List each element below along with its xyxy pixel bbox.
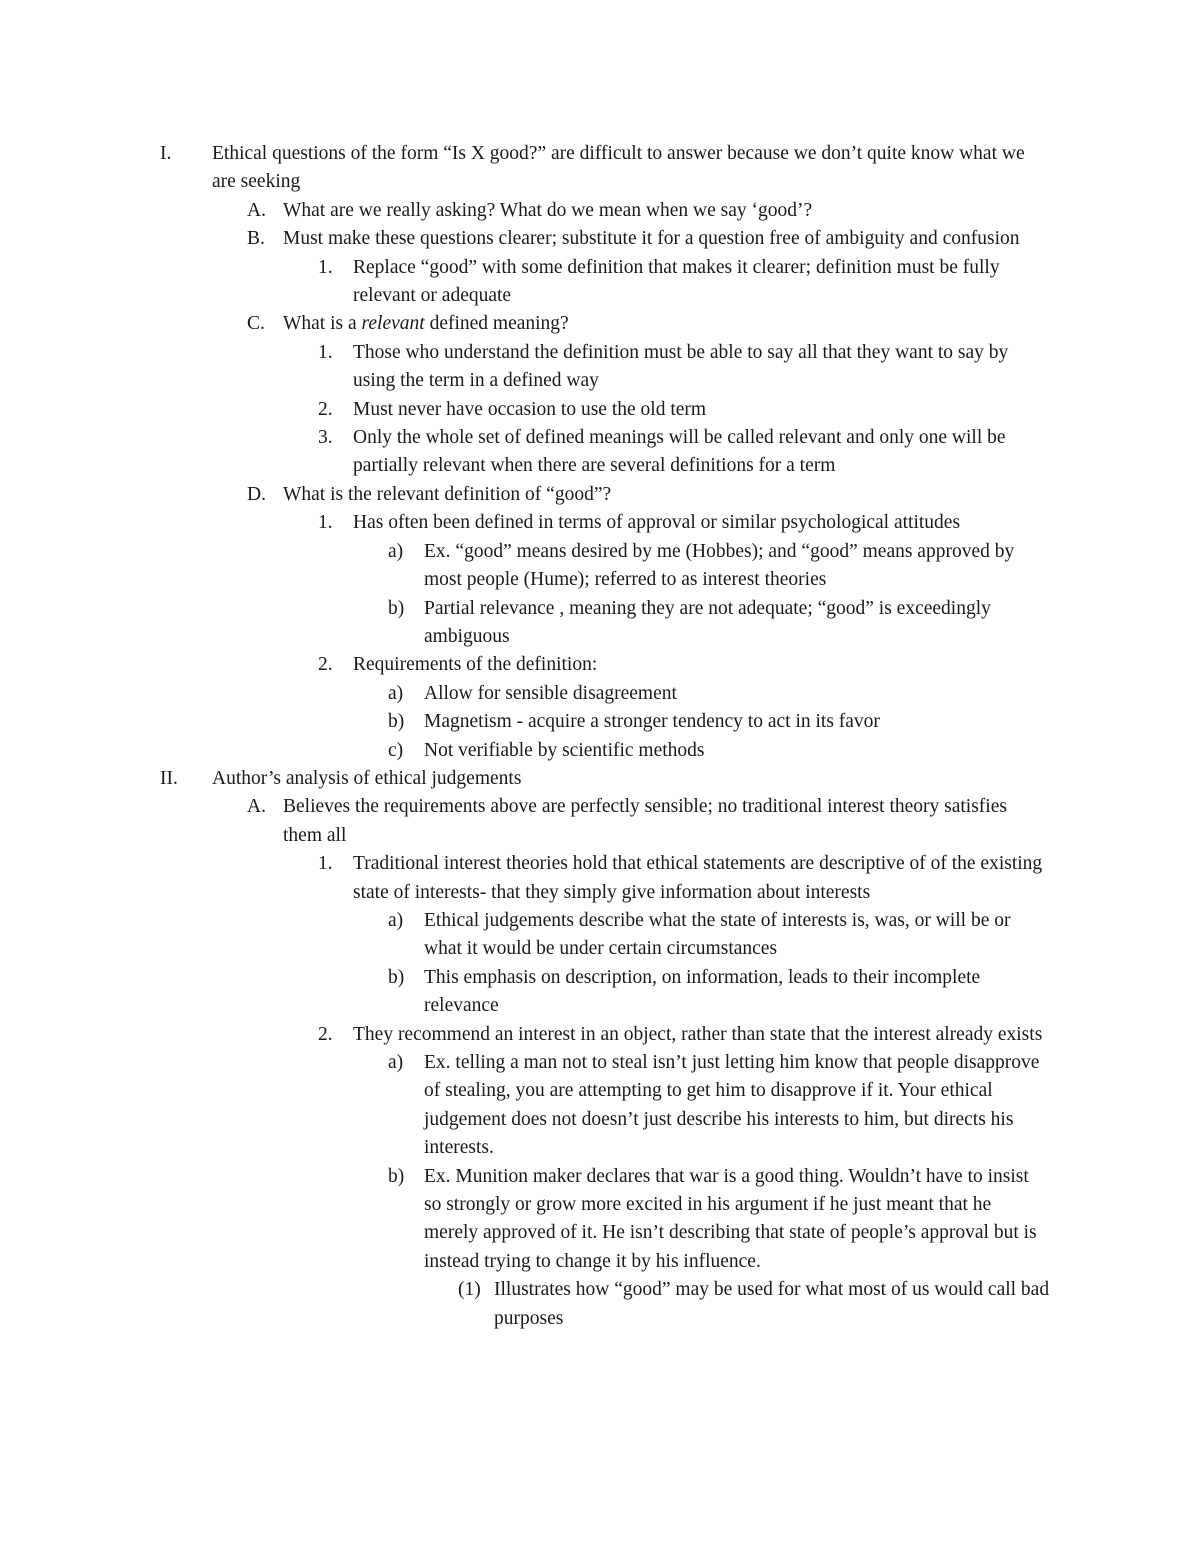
document-page bbox=[0, 140, 1200, 1333]
outline-item bbox=[0, 140, 1050, 197]
outline-marker: c) bbox=[388, 739, 404, 761]
outline-text: Has often been defined in terms of approval or similar psychological attitudes bbox=[353, 512, 961, 534]
outline-text: Requirements of the definition: bbox=[353, 654, 598, 676]
outline-text: Ethical judgements describe what the state of interests is, was, or will be or what it would be under certain circumstances bbox=[424, 909, 1011, 960]
outline-marker: A. bbox=[247, 796, 266, 818]
outline-text: They recommend an interest in an object, rather than state that the interest already exists bbox=[353, 1023, 1043, 1045]
outline-item bbox=[0, 1021, 1050, 1049]
outline-marker: 1. bbox=[318, 512, 333, 534]
outline-text: What are we really asking? What do we mean when we say ‘good’? bbox=[283, 199, 813, 221]
outline-text: Partial relevance , meaning they are not adequate; “good” is exceedingly ambiguous bbox=[424, 597, 991, 647]
outline-marker: 1. bbox=[318, 853, 333, 875]
outline-text: Replace “good” with some definition that makes it clearer; definition must be fully relevant or adequate bbox=[353, 256, 1000, 307]
outline-text: Allow for sensible disagreement bbox=[424, 682, 677, 704]
outline-text-after: defined meaning? bbox=[424, 313, 569, 335]
outline-marker: D. bbox=[247, 483, 266, 505]
outline-item bbox=[0, 254, 1050, 311]
outline-item bbox=[0, 1276, 1050, 1333]
outline-text: Must never have occasion to use the old term bbox=[353, 398, 707, 420]
outline-text: Ex. “good” means desired by me (Hobbes); and “good” means approved by most people (Hume); referred to as interest theories bbox=[424, 540, 1015, 591]
outline-marker: 1. bbox=[318, 341, 333, 363]
outline-text-before: What is a bbox=[283, 313, 362, 335]
outline-text: Illustrates how “good” may be used for what most of us would call bad purposes bbox=[494, 1279, 1050, 1329]
outline-text: This emphasis on description, on information, leads to their incomplete relevance bbox=[424, 966, 981, 1017]
outline-marker: I. bbox=[160, 143, 172, 164]
outline-text bbox=[283, 313, 569, 334]
outline-marker: II. bbox=[160, 767, 178, 789]
outline-item bbox=[0, 424, 1050, 481]
outline-text: Traditional interest theories hold that ethical statements are descriptive of of the existing state of interests- that they simply give information about interests bbox=[353, 853, 1043, 903]
outline-text: Ex. Munition maker declares that war is a good thing. Wouldn’t have to insist so strongly or grow more excited in his argument if he just meant that he merely approved of it. He isn’t describing that state of people’s approval but is instead trying to change it by his influence. bbox=[424, 1165, 1037, 1272]
outline-item bbox=[0, 850, 1050, 907]
outline-marker: B. bbox=[247, 228, 265, 250]
outline-text: Not verifiable by scientific methods bbox=[424, 739, 705, 761]
outline-text: What is the relevant definition of “good”? bbox=[283, 483, 612, 505]
outline-item bbox=[0, 481, 1050, 509]
outline-item bbox=[0, 765, 1050, 793]
outline-marker: a) bbox=[388, 909, 404, 931]
outline-item bbox=[0, 964, 1050, 1021]
outline-item bbox=[0, 197, 1050, 225]
outline-text: Only the whole set of defined meanings will be called relevant and only one will be partially relevant when there are several definitions for a term bbox=[353, 427, 1006, 477]
outline-item bbox=[0, 396, 1050, 424]
outline-item bbox=[0, 538, 1050, 595]
outline-item bbox=[0, 651, 1050, 679]
outline-marker: b) bbox=[388, 966, 405, 988]
outline-marker: 1. bbox=[318, 256, 333, 278]
outline-marker: 3. bbox=[318, 427, 333, 449]
outline-item bbox=[0, 310, 1050, 338]
outline-item bbox=[0, 793, 1050, 850]
outline-marker: a) bbox=[388, 540, 404, 562]
outline-item bbox=[0, 907, 1050, 964]
outline-item bbox=[0, 509, 1050, 537]
outline-item bbox=[0, 708, 1050, 736]
outline-marker: b) bbox=[388, 597, 405, 619]
outline-item bbox=[0, 225, 1050, 253]
outline-item bbox=[0, 339, 1050, 396]
outline-text: Must make these questions clearer; substitute it for a question free of ambiguity and confusion bbox=[283, 228, 1020, 250]
outline-item bbox=[0, 1049, 1050, 1163]
outline-marker: 2. bbox=[318, 1023, 333, 1045]
outline-text: Ex. telling a man not to steal isn’t just letting him know that people disapprove of stealing, you are attempting to get him to disapprove if it. Your ethical judgement does not doesn’t just describe his interests to him, but directs his interests. bbox=[424, 1052, 1040, 1159]
outline-text: Magnetism - acquire a stronger tendency to act in its favor bbox=[424, 711, 880, 733]
outline-text: Believes the requirements above are perfectly sensible; no traditional interest theory satisfies them all bbox=[283, 796, 1007, 846]
outline-item bbox=[0, 595, 1050, 652]
outline-text: Ethical questions of the form “Is X good?” are difficult to answer because we don’t quite know what we are seeking bbox=[212, 143, 1025, 193]
outline-marker: a) bbox=[388, 682, 404, 704]
outline-marker: 2. bbox=[318, 654, 333, 676]
outline-marker: b) bbox=[388, 1165, 405, 1187]
outline-marker: b) bbox=[388, 711, 405, 733]
outline-text: Those who understand the definition must be able to say all that they want to say by using the term in a defined way bbox=[353, 341, 1009, 392]
outline-marker: 2. bbox=[318, 398, 333, 420]
outline-item bbox=[0, 1163, 1050, 1277]
outline-marker: A. bbox=[247, 199, 266, 221]
outline-marker: C. bbox=[247, 313, 265, 335]
outline-text: Author’s analysis of ethical judgements bbox=[212, 767, 522, 789]
outline-item bbox=[0, 680, 1050, 708]
outline-item bbox=[0, 737, 1050, 765]
outline-marker: a) bbox=[388, 1052, 404, 1073]
emphasis-relevant: relevant bbox=[361, 313, 425, 335]
outline-marker: (1) bbox=[458, 1279, 481, 1301]
